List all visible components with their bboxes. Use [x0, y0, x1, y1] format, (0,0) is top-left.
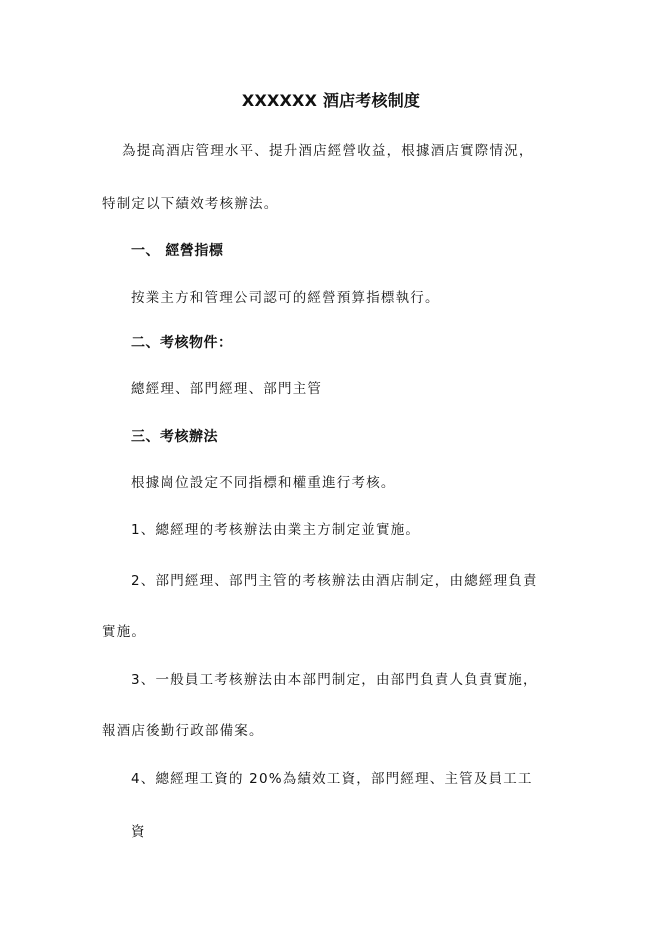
- section-3-item-4-line-1: 4、總經理工資的 20%為績效工資，部門經理、主管及員工工: [131, 771, 533, 787]
- section-3-item-2-line-2: 實施。: [102, 624, 147, 640]
- section-3-item-3-line-2: 報酒店後勤行政部備案。: [102, 723, 264, 739]
- section-3-item-3-line-1: 3、一般員工考核辦法由本部門制定，由部門負責人負責實施，: [131, 672, 538, 688]
- section-2-body: 總經理、部門經理、部門主管: [131, 381, 323, 397]
- section-3-item-4-line-2: 資: [131, 824, 146, 840]
- intro-line-1: 為提高酒店管理水平、提升酒店經營收益，根據酒店實際情況，: [122, 143, 534, 159]
- section-2-heading: 二、考核物件：: [131, 335, 233, 351]
- section-3-item-2-line-1: 2、部門經理、部門主管的考核辦法由酒店制定，由總經理負責: [131, 573, 538, 589]
- section-3-item-1: 1、總經理的考核辦法由業主方制定並實施。: [131, 522, 421, 538]
- section-3-intro: 根據崗位設定不同指標和權重進行考核。: [131, 475, 396, 491]
- section-1-body: 按業主方和管理公司認可的經營預算指標執行。: [131, 290, 440, 306]
- document-title: XXXXXX 酒店考核制度: [241, 91, 421, 110]
- section-3-heading: 三、考核辦法: [131, 429, 218, 445]
- section-1-heading: 一、 經營指標: [131, 243, 224, 259]
- intro-line-2: 特制定以下績效考核辦法。: [102, 196, 279, 212]
